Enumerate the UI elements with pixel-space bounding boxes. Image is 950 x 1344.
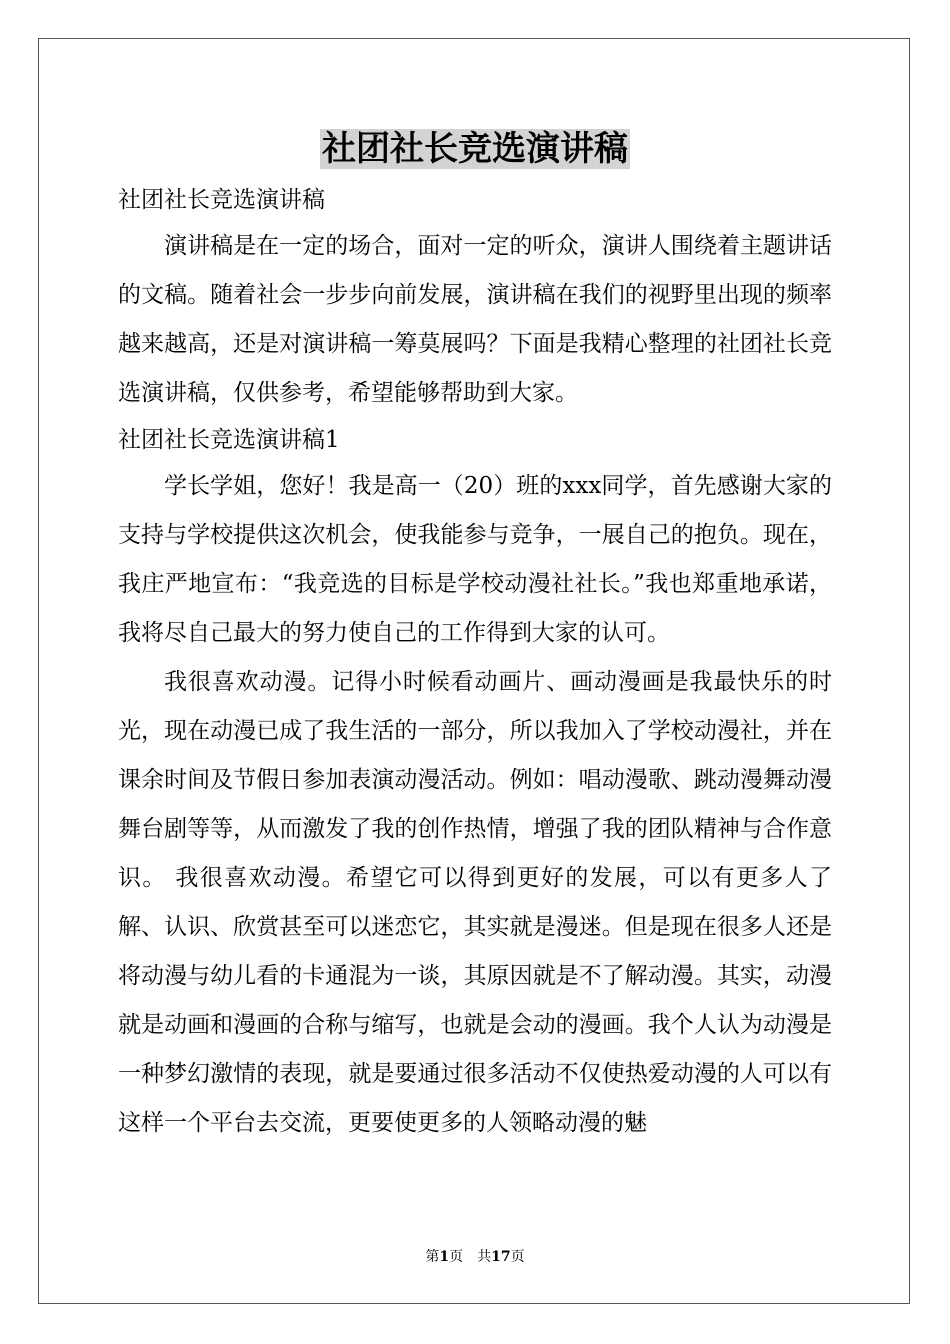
body-paragraph: 学长学姐，您好！我是高一（20）班的xxx同学，首先感谢大家的支持与学校提供这次机会，使我能参与竞争，一展自己的抱负。现在，我庄严地宣布：“我竞选的目标是学校动漫社社长。”我也郑重地承诺，我将尽自己最大的努力使自己的工作得到大家的认可。 xyxy=(118,473,832,646)
document-subtitle: 社团社长竞选演讲稿 xyxy=(118,187,325,213)
intro-paragraph: 演讲稿是在一定的场合，面对一定的听众，演讲人围绕着主题讲话的文稿。随着社会一步步向前发展，演讲稿在我们的视野里出现的频率越来越高，还是对演讲稿一筹莫展吗？下面是我精心整理的社团社长竞选演讲稿，仅供参考，希望能够帮助到大家。 xyxy=(118,233,832,406)
document-title xyxy=(0,126,950,172)
title-highlight: 社团社长竞选演讲稿 xyxy=(322,129,628,169)
page-mid: 页 共 xyxy=(449,1249,492,1265)
page-prefix: 第 xyxy=(425,1249,440,1265)
page-suffix: 页 xyxy=(510,1249,525,1265)
body-paragraph: 我很喜欢动漫。记得小时候看动画片、画动漫画是我最快乐的时光，现在动漫已成了我生活的一部分，所以我加入了学校动漫社，并在课余时间及节假日参加表演动漫活动。例如：唱动漫歌、跳动漫舞动漫舞台剧等等，从而激发了我的创作热情，增强了我的团队精神与合作意识。 我很喜欢动漫。希望它可以得到更好的发展，可以有更多人了解、认识、欣赏甚至可以迷恋它，其实就是漫迷。但是现在很多人还是将动漫与幼儿看的卡通混为一谈，其原因就是不了解动漫。其实，动漫就是动画和漫画的合称与缩写，也就是会动的漫画。我个人认为动漫是一种梦幻激情的表现，就是要通过很多活动不仅使热爱动漫的人可以有这样一个平台去交流，更要使更多的人领略动漫的魅 xyxy=(118,669,832,1136)
section-heading: 社团社长竞选演讲稿1 xyxy=(118,427,340,453)
document-body xyxy=(118,178,832,1148)
page-footer xyxy=(0,1246,950,1266)
current-page-number: 1 xyxy=(439,1249,450,1265)
total-pages-number: 17 xyxy=(491,1249,511,1265)
